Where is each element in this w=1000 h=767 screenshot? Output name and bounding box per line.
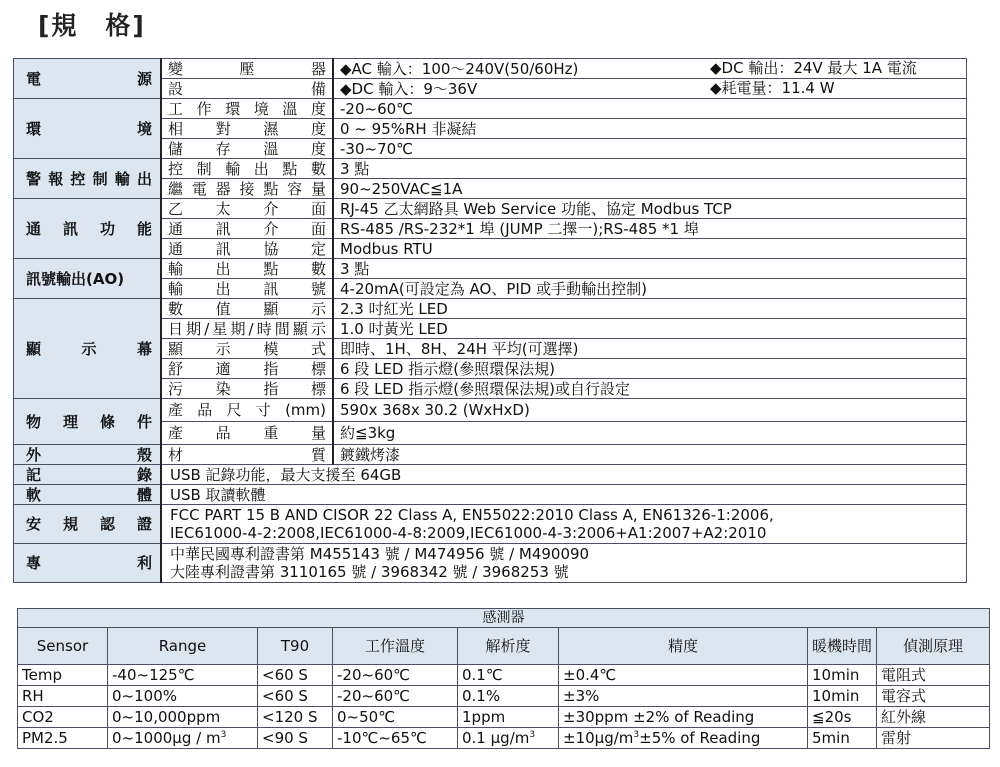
spec-value — [161, 544, 967, 583]
header-accuracy: 精度 — [559, 628, 808, 665]
cell-work-temp: -20~60℃ — [333, 665, 458, 686]
cell-t90: <90 S — [258, 728, 333, 749]
spec-row — [14, 59, 967, 79]
spec-value: 3 點 — [333, 159, 967, 179]
category-comm: 通 訊 功 能 — [14, 199, 162, 259]
cell-warmup: 5min — [808, 728, 877, 749]
header-resolution: 解析度 — [458, 628, 559, 665]
sub-label: 通 訊 協 定 — [161, 239, 333, 259]
sensor-caption: 感測器 — [18, 609, 990, 628]
spec-value: 1.0 吋黃光 LED — [333, 319, 967, 339]
patent-line-1: 中華民國專利證書第 M455143 號 / M474956 號 / M490090 — [170, 545, 590, 563]
category-environment: 環 境 — [14, 99, 162, 159]
spec-value: -20~60℃ — [333, 99, 967, 119]
sub-label: 輸 出 訊 號 — [161, 279, 333, 299]
category-physical: 物 理 條 件 — [14, 399, 162, 445]
spec-value: 3 點 — [333, 259, 967, 279]
spec-row — [14, 159, 967, 179]
sensor-row — [18, 686, 990, 707]
sub-label: 乙 太 介 面 — [161, 199, 333, 219]
sensor-header-row — [18, 628, 990, 665]
spec-value: 4-20mA(可設定為 AO、PID 或手動輸出控制) — [333, 279, 967, 299]
spec-value: RJ-45 乙太網路具 Web Service 功能、協定 Modbus TCP — [333, 199, 967, 219]
sub-label: 工作環境溫度 — [161, 99, 333, 119]
cell-principle: 電容式 — [877, 686, 990, 707]
cert-line-1: FCC PART 15 B AND CISOR 22 Class A, EN55022:2010 Class A, EN61326-1:2006, — [170, 506, 774, 524]
cell-accuracy: ±3% — [559, 686, 808, 707]
spec-value: 鍍鐵烤漆 — [333, 445, 967, 465]
spec-row — [14, 99, 967, 119]
spec-value: USB 記錄功能，最大支援至 64GB — [161, 465, 967, 485]
spec-row — [14, 259, 967, 279]
value-a: ◆AC 輸入：100～240V(50/60Hz) — [340, 59, 579, 78]
header-principle: 偵測原理 — [877, 628, 990, 665]
cell-range: 0~100% — [108, 686, 258, 707]
header-work-temp: 工作溫度 — [333, 628, 458, 665]
category-signal: 訊號輸出(AO) — [14, 259, 162, 299]
header-sensor: Sensor — [18, 628, 108, 665]
cell-work-temp: -10℃~65℃ — [333, 728, 458, 749]
sub-label: 產 品 重 量 — [161, 422, 333, 445]
sensor-row — [18, 728, 990, 749]
sensor-row — [18, 707, 990, 728]
cell-work-temp: 0~50℃ — [333, 707, 458, 728]
category-power: 電 源 — [14, 59, 162, 99]
sub-label: 舒 適 指 標 — [161, 359, 333, 379]
sensor-table — [17, 608, 990, 749]
category-shell: 外 殼 — [14, 445, 162, 465]
acc-sup: 3 — [633, 730, 640, 740]
cell-resolution — [458, 728, 559, 749]
cell-sensor: RH — [18, 686, 108, 707]
res-sup: 3 — [529, 730, 536, 740]
category-alarm: 警報控制輸出 — [14, 159, 162, 199]
spec-value: 90~250VAC≦1A — [333, 179, 967, 199]
cell-t90: <60 S — [258, 686, 333, 707]
spec-value: -30~70℃ — [333, 139, 967, 159]
spec-value: USB 取讀軟體 — [161, 485, 967, 505]
category-record: 記 錄 — [14, 465, 162, 485]
cert-line-2: IEC61000-4-2:2008,IEC61000-4-8:2009,IEC61000-4-3:2006+A1:2007+A2:2010 — [170, 524, 767, 542]
category-patent: 專 利 — [14, 544, 162, 583]
cell-work-temp: -20~60℃ — [333, 686, 458, 707]
sub-label: 相 對 濕 度 — [161, 119, 333, 139]
sub-label: 設 備 — [161, 79, 333, 99]
cell-range — [108, 728, 258, 749]
sub-label: 污 染 指 標 — [161, 379, 333, 399]
header-t90: T90 — [258, 628, 333, 665]
acc-text: ±10μg/m — [563, 729, 634, 747]
spec-value: 2.3 吋紅光 LED — [333, 299, 967, 319]
range-sup: 3 — [220, 730, 227, 740]
sub-label: 材 質 — [161, 445, 333, 465]
sub-label: 通 訊 介 面 — [161, 219, 333, 239]
cell-principle: 電阻式 — [877, 665, 990, 686]
spec-row — [14, 199, 967, 219]
spec-row — [14, 505, 967, 544]
cell-principle: 紅外線 — [877, 707, 990, 728]
spec-value: RS-485 /RS-232*1 埠 (JUMP 二擇一);RS-485 *1 埠 — [333, 219, 967, 239]
cell-resolution: 1ppm — [458, 707, 559, 728]
range-text: 0~1000μg / m — [112, 729, 221, 747]
cell-warmup: ≦20s — [808, 707, 877, 728]
acc-tail: ±5% of Reading — [639, 729, 761, 747]
sub-label: 輸 出 點 數 — [161, 259, 333, 279]
spec-row — [14, 299, 967, 319]
spec-table — [13, 58, 967, 583]
cell-range: -40~125℃ — [108, 665, 258, 686]
sub-label: 控制輸出點數 — [161, 159, 333, 179]
spec-row — [14, 399, 967, 422]
category-cert: 安 規 認 證 — [14, 505, 162, 544]
value-b: ◆耗電量：11.4 W — [710, 79, 835, 97]
cell-t90: <60 S — [258, 665, 333, 686]
cell-sensor: Temp — [18, 665, 108, 686]
spec-value: Modbus RTU — [333, 239, 967, 259]
spec-row — [14, 445, 967, 465]
sub-label: 儲 存 溫 度 — [161, 139, 333, 159]
spec-value: 約≦3kg — [333, 422, 967, 445]
sub-label: 數 值 顯 示 — [161, 299, 333, 319]
sub-label: 日期/星期/時間顯示 — [161, 319, 333, 339]
cell-accuracy: ±0.4℃ — [559, 665, 808, 686]
spec-row — [14, 544, 967, 583]
cell-range: 0~10,000ppm — [108, 707, 258, 728]
spec-value: 6 段 LED 指示燈(參照環保法規)或自行設定 — [333, 379, 967, 399]
sub-label: 產品尺寸(mm) — [161, 399, 333, 422]
header-range: Range — [108, 628, 258, 665]
patent-line-2: 大陸專利證書第 3110165 號 / 3968342 號 / 3968253 號 — [170, 563, 569, 581]
cell-warmup: 10min — [808, 665, 877, 686]
page-title: [規 格] — [38, 11, 146, 40]
sub-label: 繼電器接點容量 — [161, 179, 333, 199]
spec-value — [161, 505, 967, 544]
cell-warmup: 10min — [808, 686, 877, 707]
sub-label: 顯 示 模 式 — [161, 339, 333, 359]
spec-value: 0 ~ 95%RH 非凝結 — [333, 119, 967, 139]
spec-value: 590x 368x 30.2 (WxHxD) — [333, 399, 967, 422]
spec-value — [333, 79, 967, 99]
category-software: 軟 體 — [14, 485, 162, 505]
res-text: 0.1 μg/m — [462, 729, 530, 747]
sensor-row — [18, 665, 990, 686]
cell-sensor: PM2.5 — [18, 728, 108, 749]
value-a: ◆DC 輸入：9～36V — [340, 79, 478, 98]
cell-accuracy — [559, 728, 808, 749]
spec-value: 6 段 LED 指示燈(參照環保法規) — [333, 359, 967, 379]
sub-label: 變 壓 器 — [161, 59, 333, 79]
header-warmup: 暖機時間 — [808, 628, 877, 665]
spec-value: 即時、1H、8H、24H 平均(可選擇) — [333, 339, 967, 359]
cell-sensor: CO2 — [18, 707, 108, 728]
cell-accuracy: ±30ppm ±2% of Reading — [559, 707, 808, 728]
spec-row — [14, 485, 967, 505]
cell-resolution: 0.1℃ — [458, 665, 559, 686]
cell-resolution: 0.1% — [458, 686, 559, 707]
value-b: ◆DC 輸出：24V 最大 1A 電流 — [710, 59, 917, 77]
cell-t90: <120 S — [258, 707, 333, 728]
spec-value — [333, 59, 967, 79]
spec-row — [14, 465, 967, 485]
cell-principle: 雷射 — [877, 728, 990, 749]
category-display: 顯 示 幕 — [14, 299, 162, 399]
